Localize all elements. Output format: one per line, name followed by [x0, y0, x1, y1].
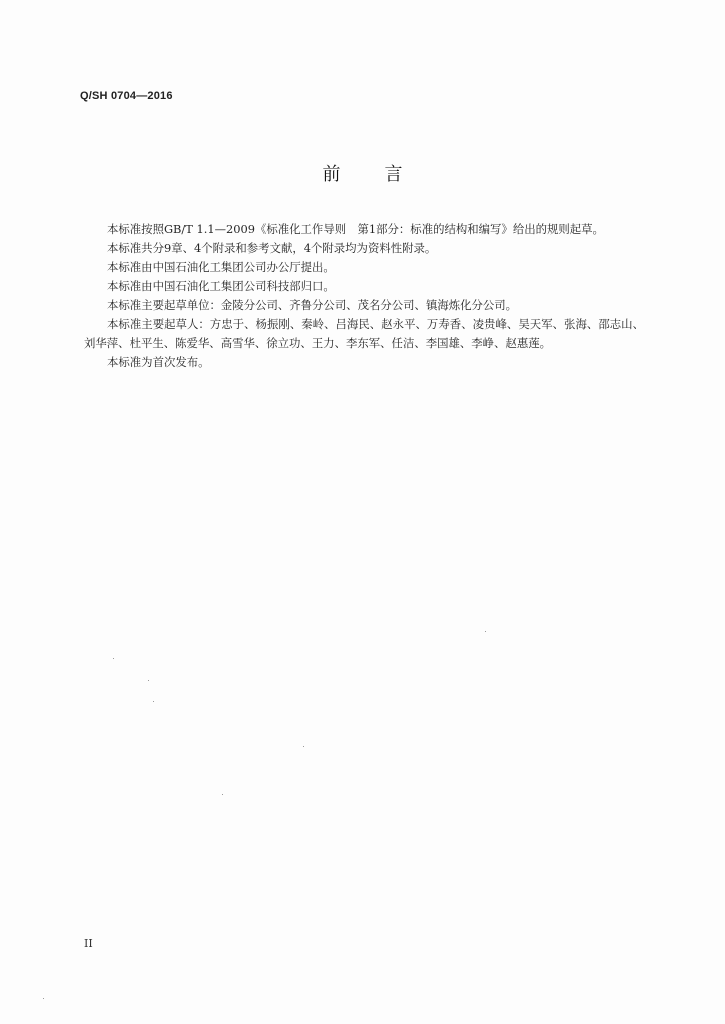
scan-speck: [148, 680, 149, 681]
paragraph-managed-by: 本标准由中国石油化工集团公司科技部归口。: [107, 279, 335, 293]
paragraph-proposed-by: 本标准由中国石油化工集团公司办公厅提出。: [107, 260, 335, 274]
paragraph-drafting-units: 本标准主要起草单位：金陵分公司、齐鲁分公司、茂名分公司、镇海炼化分公司。: [107, 298, 518, 312]
foreword-body: [84, 220, 644, 372]
scan-speck: [222, 794, 223, 795]
foreword-heading: [0, 160, 725, 186]
standard-code: Q/SH 0704—2016: [80, 90, 173, 102]
foreword-heading-char-2: 言: [384, 164, 403, 185]
foreword-heading-char-1: 前: [322, 164, 341, 185]
scan-speck: [153, 701, 154, 702]
page-number: II: [84, 937, 93, 950]
scan-speck: [303, 746, 304, 747]
scan-speck: [485, 631, 486, 632]
paragraph-structure: 本标准共分9章、4个附录和参考文献，4个附录均为资料性附录。: [107, 241, 437, 255]
scan-speck: [43, 998, 44, 999]
paragraph-first-issue: 本标准为首次发布。: [107, 355, 210, 369]
paragraph-drafting-rules: 本标准按照GB/T 1.1—2009《标准化工作导则 第1部分：标准的结构和编写》给出的规则起草。: [107, 222, 604, 236]
paragraph-drafters: 本标准主要起草人：方忠于、杨振刚、秦岭、吕海民、赵永平、万寿香、凌贵峰、吴天军、张海、邵志山、刘华萍、杜平生、陈爱华、高雪华、徐立功、王力、李东军、任洁、李国雄、李峥、赵惠莲。: [84, 317, 644, 350]
scan-speck: [113, 658, 114, 659]
